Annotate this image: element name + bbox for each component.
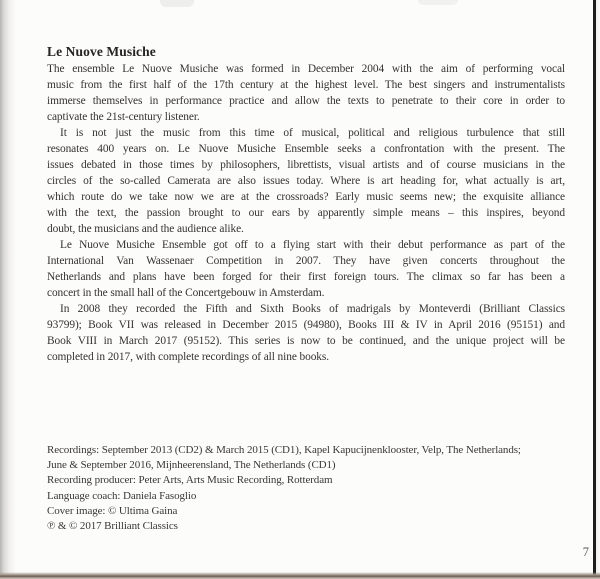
text-line: music from the first half of the 17th century at the highest level. The best singers and instrumentalists xyxy=(47,79,565,91)
text-line: with the text, the passion brought to our ears by apparently simple means – this inspires, beyond xyxy=(47,207,565,219)
text-line: resonates 400 years on. Le Nuove Musiche Ensemble seeks a confrontation with the present. The xyxy=(47,143,565,155)
text-line: Netherlands and plans have been forged for their first foreign tours. The climax so far has been a xyxy=(47,271,565,283)
scan-artifact xyxy=(418,0,458,5)
text-line: circles of the so-called Camerata are also issues today. Where is art heading for, what actually is art, xyxy=(47,175,565,187)
right-page-edge-line xyxy=(593,0,596,579)
credit-producer: Recording producer: Peter Arts, Arts Music Recording, Rotterdam xyxy=(47,474,333,487)
text-line: Book VIII in March 2017 (95152). This series is now to be continued, and the unique project will be xyxy=(47,335,565,347)
paragraph-2 xyxy=(47,125,565,237)
paragraph-3 xyxy=(47,237,565,301)
text-line: concert in the small hall of the Concertgebouw in Amsterdam. xyxy=(47,287,325,299)
page-title: Le Nuove Musiche xyxy=(47,44,156,59)
left-scan-shadow xyxy=(0,0,16,579)
text-line: which route do we take now we are at the crossroads? Early music seems new; the exquisite alliance xyxy=(47,191,565,203)
paragraph-1 xyxy=(47,61,565,125)
right-paper-sliver xyxy=(596,0,600,579)
text-line: In 2008 they recorded the Fifth and Sixth Books of madrigals by Monteverdi (Brilliant Classics xyxy=(60,303,565,315)
text-line: doubt, the musicians and the audience alike. xyxy=(47,223,244,235)
credit-cover-image: Cover image: © Ultima Gaina xyxy=(47,504,178,517)
text-line: International Van Wassenaer Competition in 2007. They have given concerts throughout the xyxy=(47,255,565,267)
credit-copyright: ℗ & © 2017 Brilliant Classics xyxy=(47,520,178,533)
text-line: captivate the 21st-century listener. xyxy=(47,111,200,123)
text-line: The ensemble Le Nuove Musiche was formed in December 2004 with the aim of performing vocal xyxy=(47,63,565,75)
text-line: 93799); Book VII was released in December 2015 (94980), Books III & IV in April 2016 (95151) and xyxy=(47,319,565,331)
text-line: Le Nuove Musiche Ensemble got off to a flying start with their debut performance as part of the xyxy=(60,239,565,251)
scan-artifact xyxy=(160,0,194,7)
text-line: immerse themselves in performance practice and allow the texts to penetrate to their core in order to xyxy=(47,95,565,107)
bottom-page-edge-line xyxy=(0,572,600,579)
text-line: completed in 2017, with complete recordings of all nine books. xyxy=(47,351,329,363)
credit-recordings: Recordings: September 2013 (CD2) & March 2015 (CD1), Kapel Kapucijnenklooster, Velp, The Netherlands; xyxy=(47,444,521,456)
paragraph-4 xyxy=(47,301,565,365)
body-text xyxy=(47,61,565,365)
credits-block xyxy=(47,443,592,534)
credit-recordings-2: June & September 2016, Mijnheerensland, The Netherlands (CD1) xyxy=(47,459,336,472)
page-number: 7 xyxy=(582,545,589,559)
text-line: issues debated in those times by philosophers, librettists, visual artists and of course musicians in the xyxy=(47,159,565,171)
text-line: It is not just the music from this time of musical, political and religious turbulence that still xyxy=(60,127,565,139)
credit-language-coach: Language coach: Daniela Fasoglio xyxy=(47,489,197,502)
